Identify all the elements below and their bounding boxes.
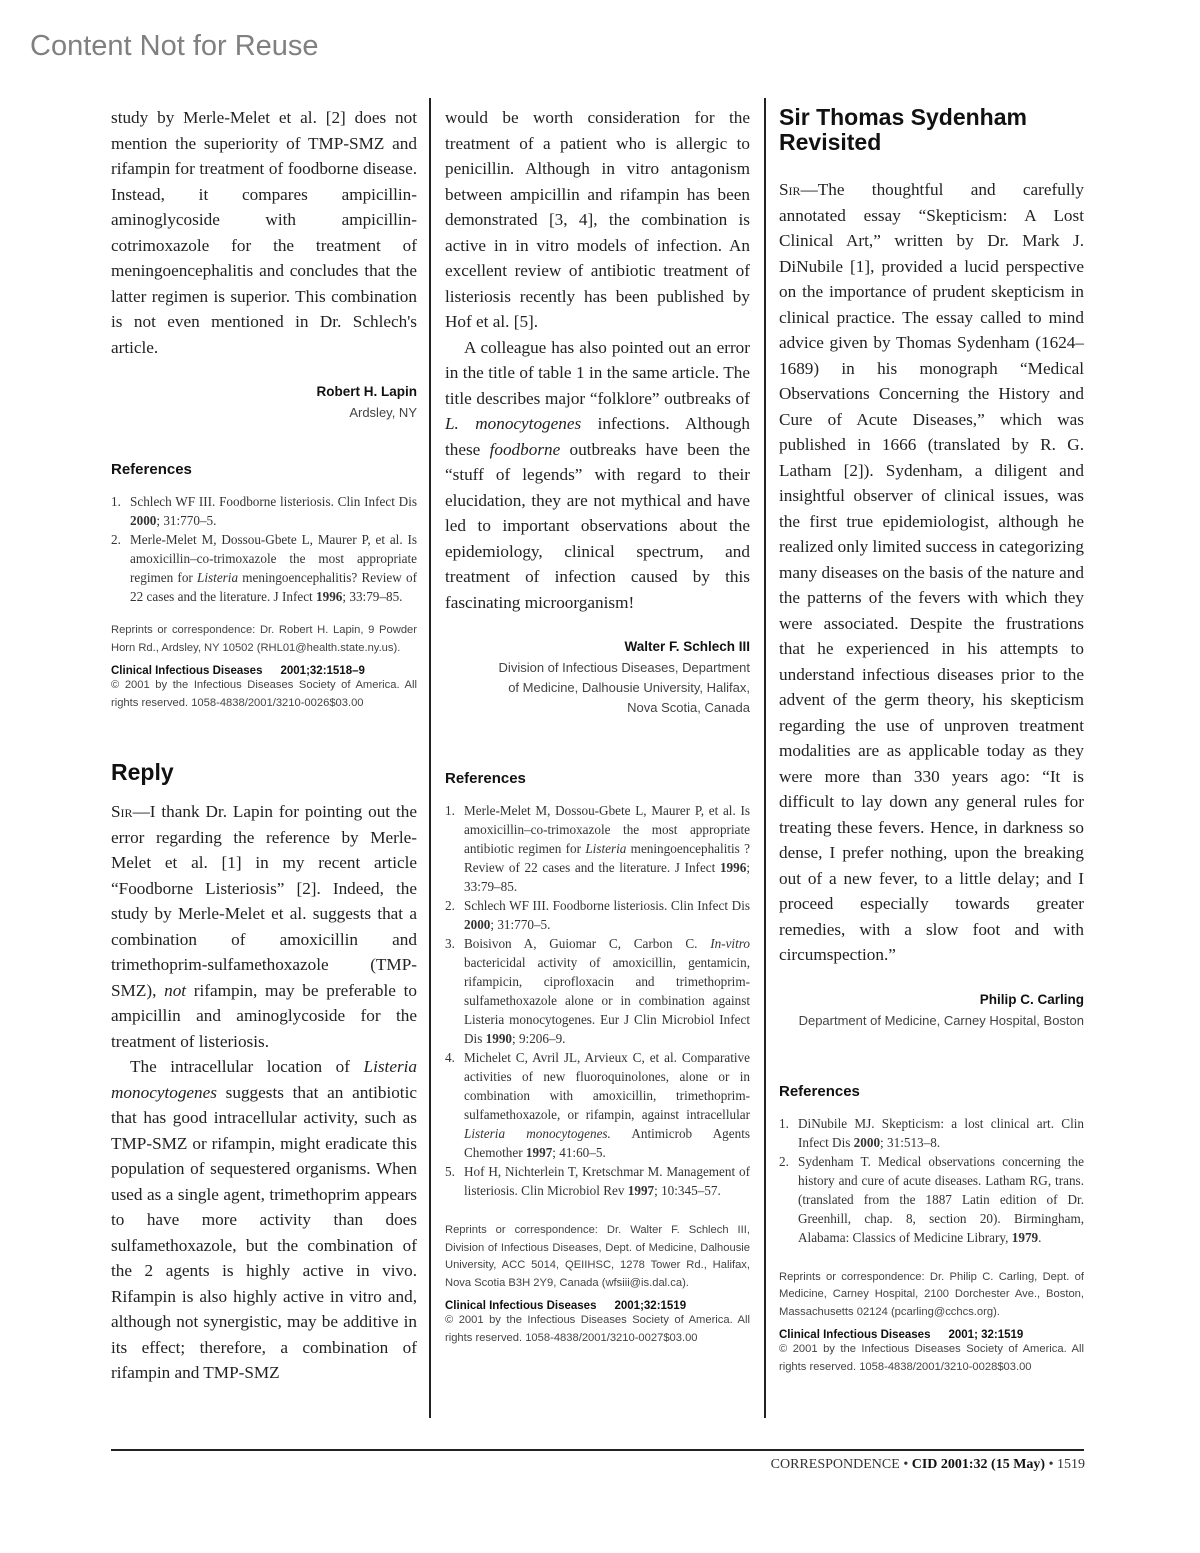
author-name: Robert H. Lapin bbox=[316, 384, 417, 399]
author-affiliation: Ardsley, NY bbox=[349, 405, 417, 420]
column-divider bbox=[429, 98, 431, 1418]
reply-paragraph: The intracellular location of Listeria monocytogenes suggests that an antibiotic that has good intracellular activity, such as TMP-SMZ or rifampin, might eradicate this population of sequestered organisms. When used as a single agent, trimethoprim appears to have more activity than does sulfamethoxazole, but the combination of the 2 agents is highly active in vivo. Rifampin is also highly active in vitro and, although not synergistic, may be additive in its effect; therefore, a combination of rifampin and TMP-SMZ bbox=[111, 1057, 417, 1382]
footer-rule bbox=[111, 1449, 1084, 1451]
page-footer: CORRESPONDENCE • CID 2001:32 (15 May) • 1519 bbox=[770, 1457, 1085, 1472]
column-3 bbox=[779, 105, 1084, 1376]
column-1 bbox=[111, 105, 417, 1386]
watermark: Content Not for Reuse bbox=[30, 30, 319, 62]
footer-journal-ref: CID 2001:32 (15 May) bbox=[911, 1457, 1046, 1472]
column-divider bbox=[764, 98, 766, 1418]
letter-paragraph: Sir—The thoughtful and carefully annotated essay “Skepticism: A Lost Clinical Art,” written by Dr. Mark J. DiNubile [1], provided a lucid perspective on the importance of prudent skepticism in clinical practice. The essay called to mind advice given by Thomas Sydenham (1624–1689) in his monograph “Medical Observations Concerning the History and Cure of Acute Diseases,” which was published in 1666 (translated by R. G. Latham [2]). Sydenham, a diligent and insightful observer of clinical issues, was the first true epidemiologist, although he realized only limited success in categorizing many diseases on the basis of the nature and the patterns of the fevers with which they were associated. Despite the frustrations that he experienced in his attempts to understand infectious diseases prior to the advent of the germ theory, his skepticism regarding the use of unproven treatment modalities are as applicable today as they were more than 330 years ago: “It is difficult to lay down any general rules for treating these fevers. Hence, in darkness so dense, I prefer nothing, upon the breaking out of a new fever, to a little delay; and I proceed especially towards greater remedies, with a slow foot and with circumspection.” bbox=[779, 180, 1084, 964]
reply-paragraph: A colleague has also pointed out an error in the title of table 1 in the same article. The title describes major “folklore” outbreaks of L. monocytogenes infections. Although these foodborne outbreaks have been the “stuff of legends” with regard to their elucidation, they are not mythical and have led to important observations about the epidemiology, clinical spectrum, and treatment of infection caused by this fascinating microorganism! bbox=[445, 337, 750, 612]
reference-item: 2. Schlech WF III. Foodborne listeriosis. Clin Infect Dis 2000; 31:770–5. bbox=[445, 898, 750, 932]
reference-item: 3. Boisivon A, Guiomar C, Carbon C. In-vitro bactericidal activity of amoxicillin, gentamicin, rifampicin, ciprofloxacin and trimethoprim-sulfamethoxazole alone or in combination against Listeria monocytogenes. Eur J Clin Microbiol Infect Dis 1990; 9:206–9. bbox=[445, 936, 750, 1046]
author-name: Walter F. Schlech III bbox=[624, 639, 750, 654]
journal-citation: Clinical Infectious Diseases 2001;32:1519 bbox=[445, 1300, 687, 1312]
reprints-note: Reprints or correspondence: Dr. Philip C. Carling, Dept. of Medicine, Carney Hospital, 2100 Dorchester Ave., Boston, Massachusetts 02124 (pcarling@cchcs.org). bbox=[779, 1270, 1084, 1318]
article-title: Sir Thomas Sydenham Revisited bbox=[779, 104, 1027, 155]
page-number: 1519 bbox=[1057, 1457, 1085, 1472]
footer-section: CORRESPONDENCE bbox=[770, 1457, 900, 1472]
reference-item: 5. Hof H, Nichterlein T, Kretschmar M. Management of listeriosis. Clin Microbiol Rev 1997; 10:345–57. bbox=[445, 1164, 750, 1198]
author-name: Philip C. Carling bbox=[979, 991, 1084, 1007]
reference-list bbox=[779, 1114, 1084, 1247]
journal-citation: Clinical Infectious Diseases 2001;32:1518–9 bbox=[111, 665, 365, 677]
reference-item: 4. Michelet C, Avril JL, Arvieux C, et al. Comparative activities of new fluoroquinolones, alone or in combination with amoxicillin, trimethoprim-sulfamethoxazole, or rifampin, against intracellular Listeria monocytogenes. Antimicrob Agents Chemother 1997; 41:60–5. bbox=[445, 1050, 750, 1160]
reference-item: 1. DiNubile MJ. Skepticism: a lost clinical art. Clin Infect Dis 2000; 31:513–8. bbox=[779, 1115, 1084, 1150]
author-affiliation: Division of Infectious Diseases, Department of Medicine, Dalhousie University, Halifax, Nova Scotia, Canada bbox=[498, 660, 750, 715]
journal-citation: Clinical Infectious Diseases 2001; 32:1519 bbox=[779, 1329, 1024, 1341]
copyright-note: © 2001 by the Infectious Diseases Society of America. All rights reserved. 1058-4838/2001/3210-0027$03.00 bbox=[445, 1314, 750, 1344]
references-heading: References bbox=[111, 461, 192, 478]
reply-paragraph: Sir—I thank Dr. Lapin for pointing out the error regarding the reference by Merle-Melet et al. [1] in my recent article “Foodborne Listeriosis” [2]. Indeed, the study by Merle-Melet et al. suggests that a combination of amoxicillin and trimethoprim-sulfamethoxazole (TMP-SMZ), not rifampin, may be preferable to ampicillin and aminoglycoside for the treatment of listeriosis. bbox=[111, 802, 417, 1051]
references-heading: References bbox=[779, 1082, 860, 1100]
reference-list bbox=[445, 801, 750, 1200]
reference-list bbox=[111, 492, 417, 606]
copyright-note: © 2001 by the Infectious Diseases Society of America. All rights reserved. 1058-4838/2001/3210-0028$03.00 bbox=[779, 1343, 1084, 1373]
references-heading: References bbox=[445, 770, 526, 787]
reprints-note: Reprints or correspondence: Dr. Robert H. Lapin, 9 Powder Horn Rd., Ardsley, NY 10502 (RHL01@health.state.ny.us). bbox=[111, 624, 417, 654]
reference-item: 2. Sydenham T. Medical observations concerning the history and cure of acute diseases. Latham RG, trans. (translated from the 1887 Latin edition of Dr. Greenhill, chap. 8, section 20). Birmingham, Alabama: Classics of Medicine Library, 1979. bbox=[779, 1153, 1084, 1245]
reference-item: 1. Merle-Melet M, Dossou-Gbete L, Maurer P, et al. Is amoxicillin–co-trimoxazole the most appropriate antibiotic regimen for Listeria meningoencephalitis ? Review of 22 cases and the literature. J Infect 1996; 33:79–85. bbox=[445, 803, 750, 894]
author-affiliation: Department of Medicine, Carney Hospital, Boston bbox=[798, 1012, 1084, 1028]
reference-item: 1. Schlech WF III. Foodborne listeriosis. Clin Infect Dis 2000; 31:770–5. bbox=[111, 494, 417, 528]
letter-continuation: study by Merle-Melet et al. [2] does not mention the superiority of TMP-SMZ and rifampin for treatment of foodborne disease. Instead, it compares ampicillin-aminoglycoside with ampicillin-cotrimoxazole for the treatment of meningoencephalitis and concludes that the latter regimen is superior. This combination is not even mentioned in Dr. Schlech's article. bbox=[111, 108, 417, 357]
reply-paragraph: would be worth consideration for the treatment of a patient who is allergic to penicillin. Although in vitro antagonism between ampicillin and rifampin has been demonstrated [3, 4], the combination is active in in vitro models of infection. An excellent review of antibiotic treatment of listeriosis recently has been published by Hof et al. [5]. bbox=[445, 108, 750, 331]
reply-title: Reply bbox=[111, 759, 174, 785]
column-2 bbox=[445, 105, 750, 1347]
copyright-note: © 2001 by the Infectious Diseases Society of America. All rights reserved. 1058-4838/2001/3210-0026$03.00 bbox=[111, 679, 417, 709]
reprints-note: Reprints or correspondence: Dr. Walter F. Schlech III, Division of Infectious Diseases, Dept. of Medicine, Dalhousie University, ACC 5014, QEIIHSC, 1278 Tower Rd., Halifax, Nova Scotia B3H 2Y9, Canada (wfsiii@is.dal.ca). bbox=[445, 1224, 750, 1289]
reference-item: 2. Merle-Melet M, Dossou-Gbete L, Maurer P, et al. Is amoxicillin–co-trimoxazole the most appropriate regimen for Listeria meningoencephalitis? Review of 22 cases and the literature. J Infect 1996; 33:79–85. bbox=[111, 532, 417, 604]
